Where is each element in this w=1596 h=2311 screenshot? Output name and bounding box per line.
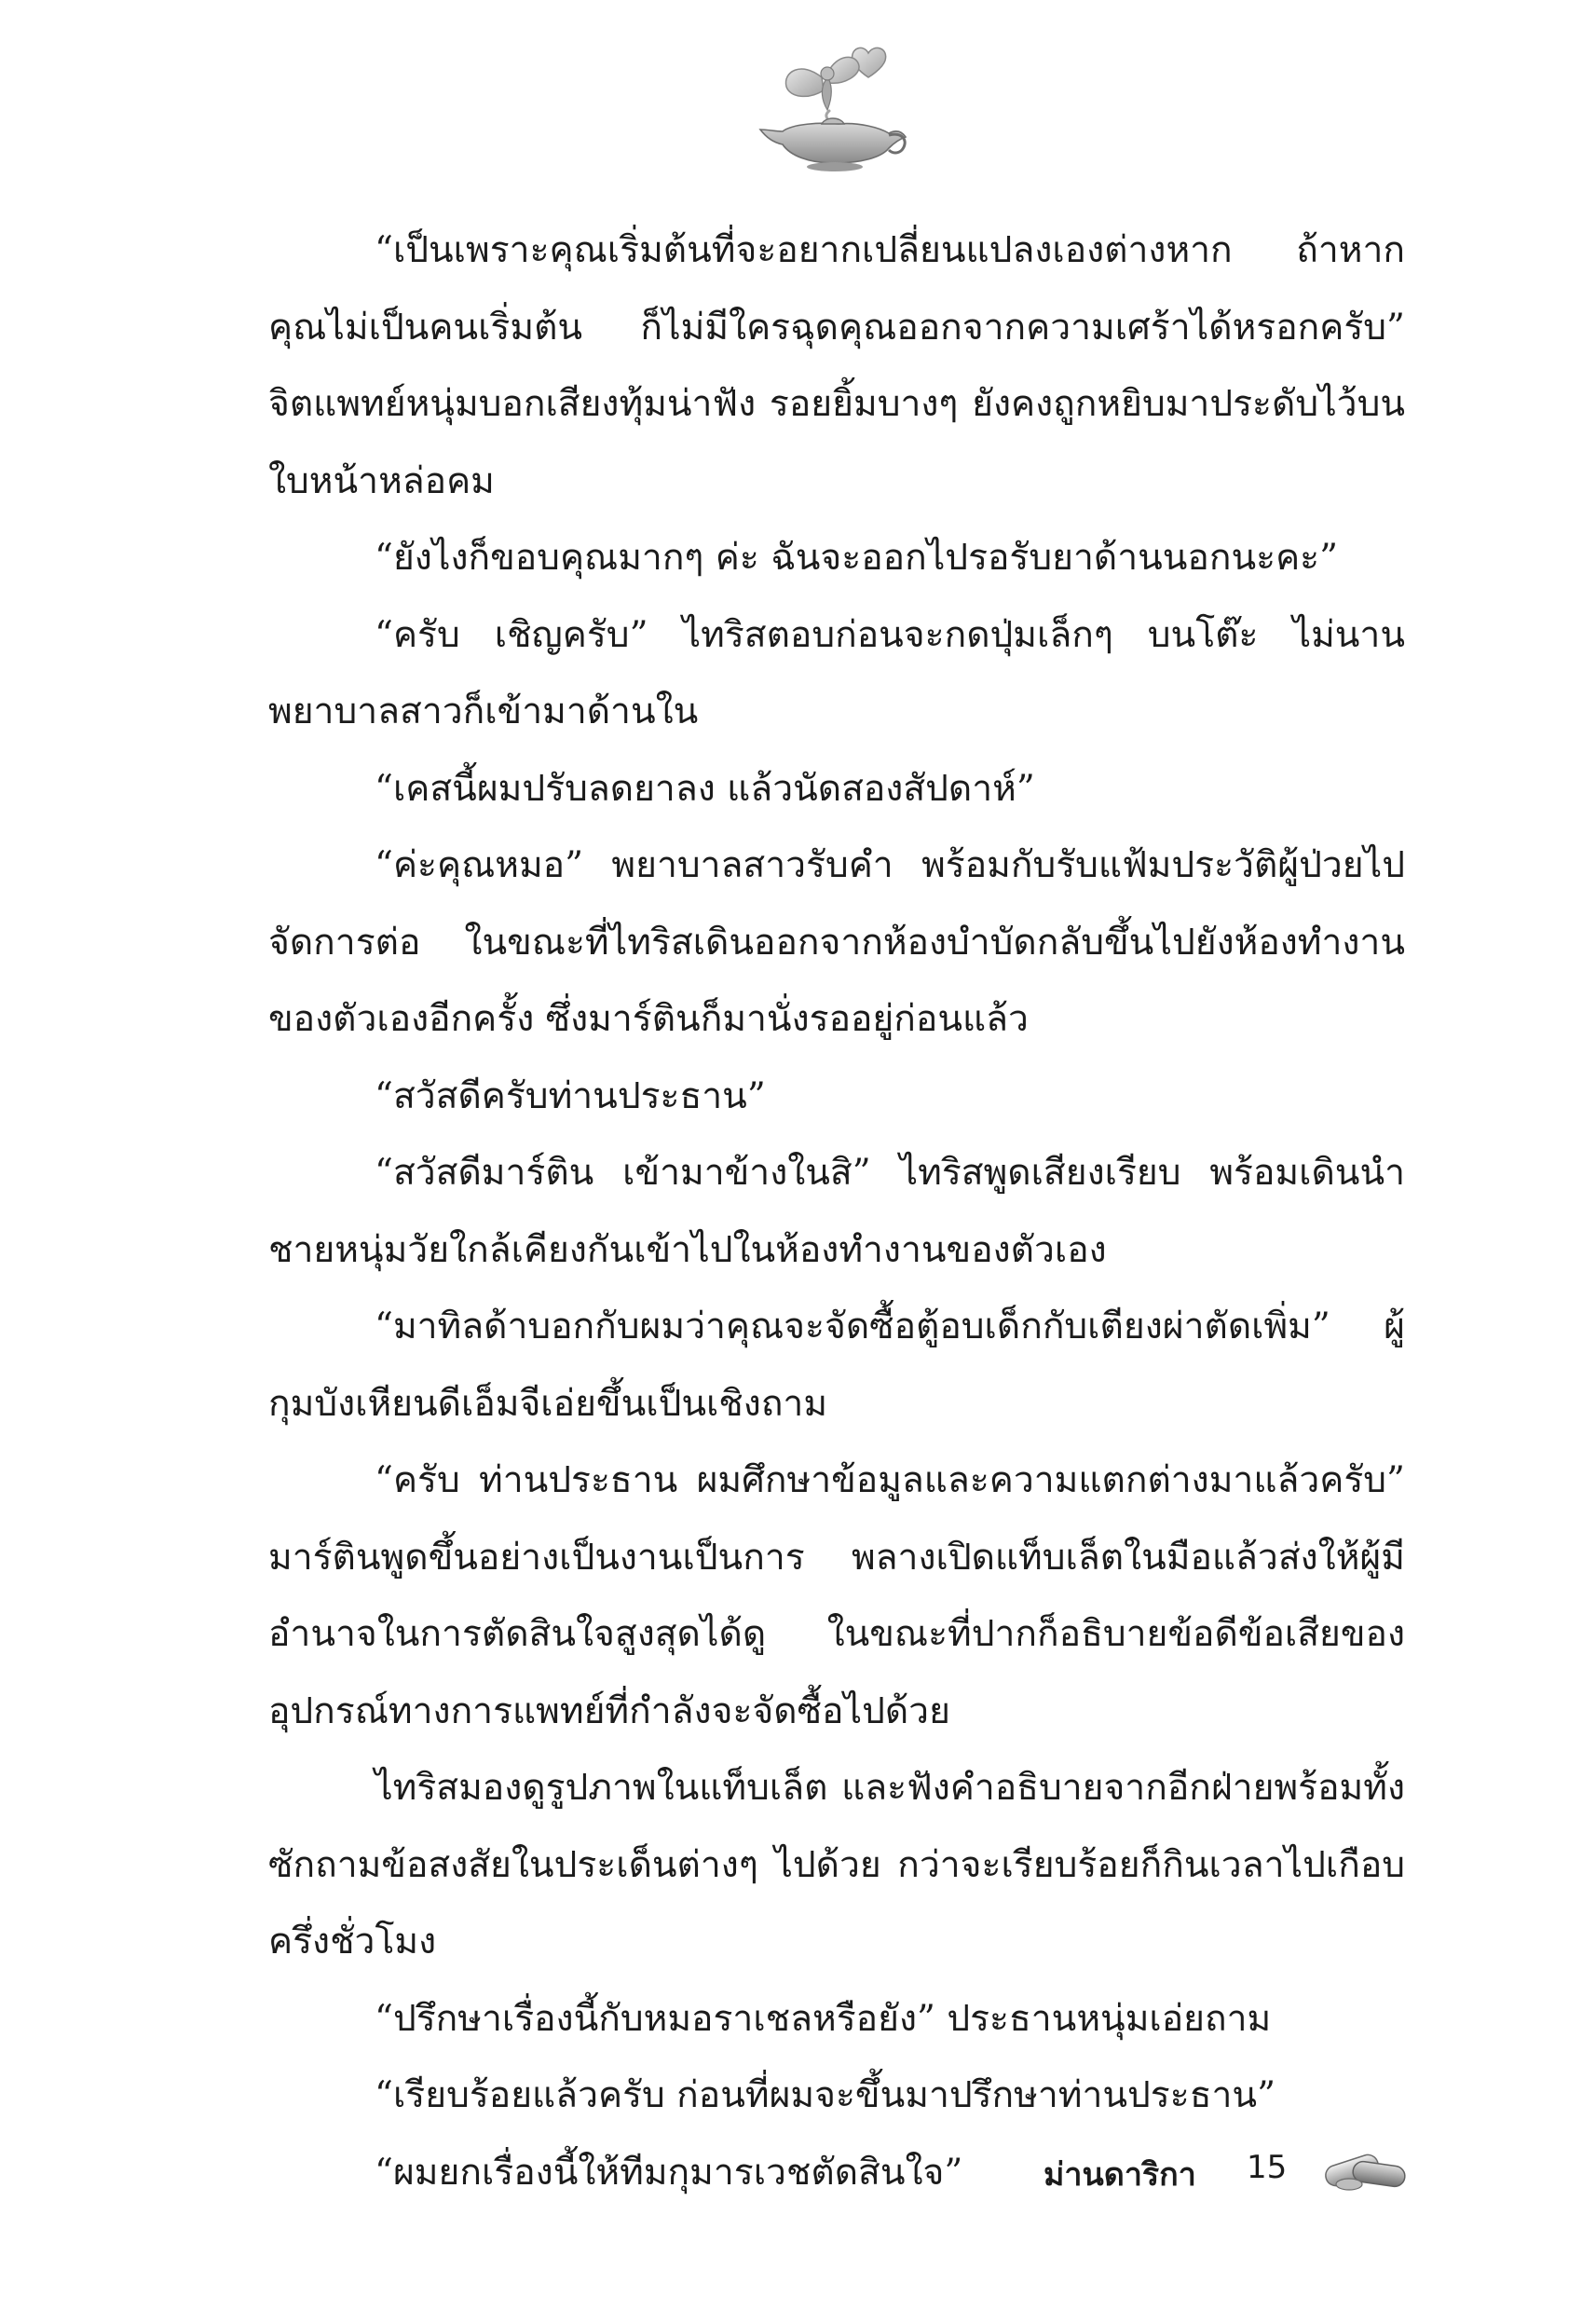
paragraph: “ผมยกเรื่องนี้ให้ทีมกุมารเวชตัดสินใจ” [375,2151,963,2194]
paragraph: “มาทิลด้าบอกกับผมว่าคุณจะจัดซื้อตู้อบเด็กกับเตียงผ่าตัดเพิ่ม” ผู้กุมบังเหียนดีเอ็มจีเอ่ยขึ้นเป็นเชิงถาม [268,1306,1405,1425]
book-title: ม่านดาริกา [1044,2156,1196,2194]
genie-lamp-fairy-icon [757,42,915,172]
paragraph: “ครับ ท่านประธาน ผมศึกษาข้อมูลและความแตกต่างมาแล้วครับ” มาร์ตินพูดขึ้นอย่างเป็นงานเป็นการ พลางเปิดแท็บเล็ตในมือแล้วส่งให้ผู้มีอำนาจในการตัดสินใจสูงสุดได้ดู ในขณะที่ปากก็อธิบายข้อดีข้อเสียของอุปกรณ์ทางการแพทย์ที่กำลังจะจัดซื้อไปด้วย [268,1459,1405,1732]
page-footer [0,2140,1596,2205]
pills-icon [1321,2140,1411,2194]
paragraph: “สวัสดีครับท่านประธาน” [375,1074,766,1117]
paragraph: “ค่ะคุณหมอ” พยาบาลสาวรับคำ พร้อมกับรับแฟ้มประวัติผู้ป่วยไปจัดการต่อ ในขณะที่ไทริสเดินออกจากห้องบำบัดกลับขึ้นไปยังห้องทำงานของตัวเองอีกครั้ง ซึ่งมาร์ตินก็มานั่งรออยู่ก่อนแล้ว [268,844,1405,1040]
paragraph: “ครับ เชิญครับ” ไทริสตอบก่อนจะกดปุ่มเล็กๆ บนโต๊ะ ไม่นานพยาบาลสาวก็เข้ามาด้านใน [268,613,1405,732]
paragraph: ไทริสมองดูรูปภาพในแท็บเล็ต และฟังคำอธิบายจากอีกฝ่ายพร้อมทั้งซักถามข้อสงสัยในประเด็นต่างๆ ไปด้วย กว่าจะเรียบร้อยก็กินเวลาไปเกือบครึ่งชั่วโมง [268,1767,1405,1962]
paragraph: “สวัสดีมาร์ติน เข้ามาข้างในสิ” ไทริสพูดเสียงเรียบ พร้อมเดินนำชายหนุ่มวัยใกล้เคียงกันเข้าไปในห้องทำงานของตัวเอง [268,1152,1405,1271]
paragraph: “ยังไงก็ขอบคุณมากๆ ค่ะ ฉันจะออกไปรอรับยาด้านนอกนะคะ” [375,537,1339,579]
paragraph: “เป็นเพราะคุณเริ่มต้นที่จะอยากเปลี่ยนแปลงเองต่างหาก ถ้าหากคุณไม่เป็นคนเริ่มต้น ก็ไม่มีใครฉุดคุณออกจากความเศร้าได้หรอกครับ” จิตแพทย์หนุ่มบอกเสียงทุ้มน่าฟัง รอยยิ้มบางๆ ยังคงถูกหยิบมาประดับไว้บนใบหน้าหล่อคม [268,229,1405,502]
paragraph: “เรียบร้อยแล้วครับ ก่อนที่ผมจะขึ้นมาปรึกษาท่านประธาน” [375,2074,1276,2116]
body-text [268,212,1405,2211]
page-number: 15 [1247,2149,1288,2186]
paragraph: “เคสนี้ผมปรับลดยาลง แล้วนัดสองสัปดาห์” [375,767,1035,810]
paragraph: “ปรึกษาเรื่องนี้กับหมอราเชลหรือยัง” ประธานหนุ่มเอ่ยถาม [375,1997,1272,2040]
